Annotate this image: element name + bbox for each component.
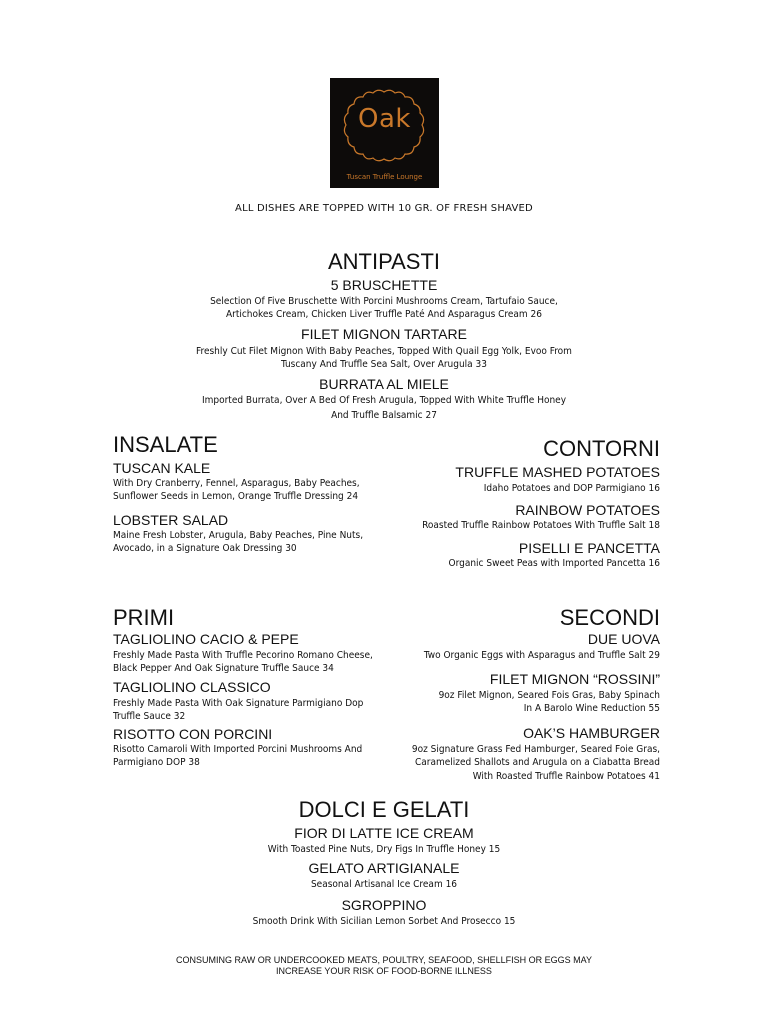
dolci-item-desc: Seasonal Artisanal Ice Cream 16 <box>310 879 458 890</box>
food-safety-disclaimer: CONSUMING RAW OR UNDERCOOKED MEATS, POULTRY, SEAFOOD, SHELLFISH OR EGGS MAY <box>176 955 592 965</box>
insalate-item-desc: Sunflower Seeds in Lemon, Orange Truffle Dressing 24 <box>113 491 359 502</box>
antipasti-item-name: 5 BRUSCHETTE <box>330 277 438 293</box>
dolci-item-name: SGROPPINO <box>341 897 427 913</box>
primi-item-name: TAGLIOLINO CLASSICO <box>113 679 271 695</box>
insalate-heading: INSALATE <box>113 432 218 457</box>
contorni-item-desc: Idaho Potatoes and DOP Parmigiano 16 <box>483 483 660 494</box>
antipasti-item-desc: Imported Burrata, Over A Bed Of Fresh Arugula, Topped With White Truffle Honey <box>201 395 567 406</box>
dolci-item-desc: With Toasted Pine Nuts, Dry Figs In Truffle Honey 15 <box>267 844 501 855</box>
primi-item-desc: Freshly Made Pasta With Truffle Pecorino Romano Cheese, <box>113 650 373 661</box>
secondi-item-desc: 9oz Filet Mignon, Seared Fois Gras, Baby Spinach <box>438 690 660 701</box>
secondi-item-desc: 9oz Signature Grass Fed Hamburger, Seared Foie Gras, <box>411 744 660 755</box>
insalate-item-desc: Maine Fresh Lobster, Arugula, Baby Peaches, Pine Nuts, <box>113 530 364 541</box>
logo-wordmark: Oak <box>358 104 411 134</box>
primi-item-desc: Black Pepper And Oak Signature Truffle Sauce 34 <box>113 663 334 674</box>
primi-item-desc: Truffle Sauce 32 <box>113 711 186 722</box>
insalate-item-desc: Avocado, in a Signature Oak Dressing 30 <box>113 543 297 554</box>
secondi-item-desc: With Roasted Truffle Rainbow Potatoes 41 <box>472 771 660 782</box>
contorni-item-name: RAINBOW POTATOES <box>515 502 660 518</box>
logo-tagline: Tuscan Truffle Lounge <box>346 173 423 181</box>
primi-item-name: RISOTTO CON PORCINI <box>113 726 273 742</box>
contorni-item-name: PISELLI E PANCETTA <box>518 540 660 556</box>
antipasti-heading: ANTIPASTI <box>327 249 441 274</box>
primi-item-desc: Freshly Made Pasta With Oak Signature Parmigiano Dop <box>113 698 364 709</box>
secondi-item-name: FILET MIGNON “ROSSINI” <box>489 671 660 687</box>
food-safety-disclaimer: INCREASE YOUR RISK OF FOOD-BORNE ILLNESS <box>276 966 492 976</box>
primi-heading: PRIMI <box>113 605 175 630</box>
insalate-item-name: LOBSTER SALAD <box>113 512 229 528</box>
antipasti-item-desc: Tuscany And Truffle Sea Salt, Over Arugula 33 <box>280 359 487 370</box>
secondi-item-name: DUE UOVA <box>587 631 660 647</box>
dolci-item-name: FIOR DI LATTE ICE CREAM <box>294 825 474 841</box>
contorni-item-desc: Organic Sweet Peas with Imported Pancetta 16 <box>448 558 660 569</box>
secondi-item-desc: Caramelized Shallots and Arugula on a Ciabatta Bread <box>414 757 660 768</box>
primi-item-desc: Parmigiano DOP 38 <box>113 757 200 768</box>
primi-item-name: TAGLIOLINO CACIO & PEPE <box>113 631 299 647</box>
oak-logo <box>330 78 439 188</box>
antipasti-item-desc: Artichokes Cream, Chicken Liver Truffle Paté And Asparagus Cream 26 <box>225 309 542 320</box>
dolci-item-name: GELATO ARTIGIANALE <box>308 860 460 876</box>
dolci-heading: DOLCI E GELATI <box>298 797 470 822</box>
contorni-heading: CONTORNI <box>543 436 660 461</box>
antipasti-item-desc: Freshly Cut Filet Mignon With Baby Peaches, Topped With Quail Egg Yolk, Evoo From <box>196 346 572 357</box>
secondi-item-name: OAK’S HAMBURGER <box>523 725 660 741</box>
contorni-item-desc: Roasted Truffle Rainbow Potatoes With Truffle Salt 18 <box>422 520 660 531</box>
primi-item-desc: Risotto Camaroli With Imported Porcini Mushrooms And <box>113 744 363 755</box>
antipasti-item-name: BURRATA AL MIELE <box>319 376 449 392</box>
antipasti-item-desc: And Truffle Balsamic 27 <box>331 410 437 421</box>
antipasti-item-desc: Selection Of Five Bruschette With Porcini Mushrooms Cream, Tartufaio Sauce, <box>210 296 558 307</box>
antipasti-item-name: FILET MIGNON TARTARE <box>301 326 467 342</box>
secondi-item-desc: Two Organic Eggs with Asparagus and Truffle Salt 29 <box>423 650 660 661</box>
dolci-item-desc: Smooth Drink With Sicilian Lemon Sorbet And Prosecco 15 <box>252 916 516 927</box>
truffle-note: ALL DISHES ARE TOPPED WITH 10 GR. OF FRESH SHAVED <box>235 203 533 214</box>
secondi-item-desc: In A Barolo Wine Reduction 55 <box>523 703 660 714</box>
contorni-item-name: TRUFFLE MASHED POTATOES <box>455 464 660 480</box>
insalate-item-name: TUSCAN KALE <box>113 460 211 476</box>
secondi-heading: SECONDI <box>559 605 660 630</box>
insalate-item-desc: With Dry Cranberry, Fennel, Asparagus, Baby Peaches, <box>113 478 360 489</box>
